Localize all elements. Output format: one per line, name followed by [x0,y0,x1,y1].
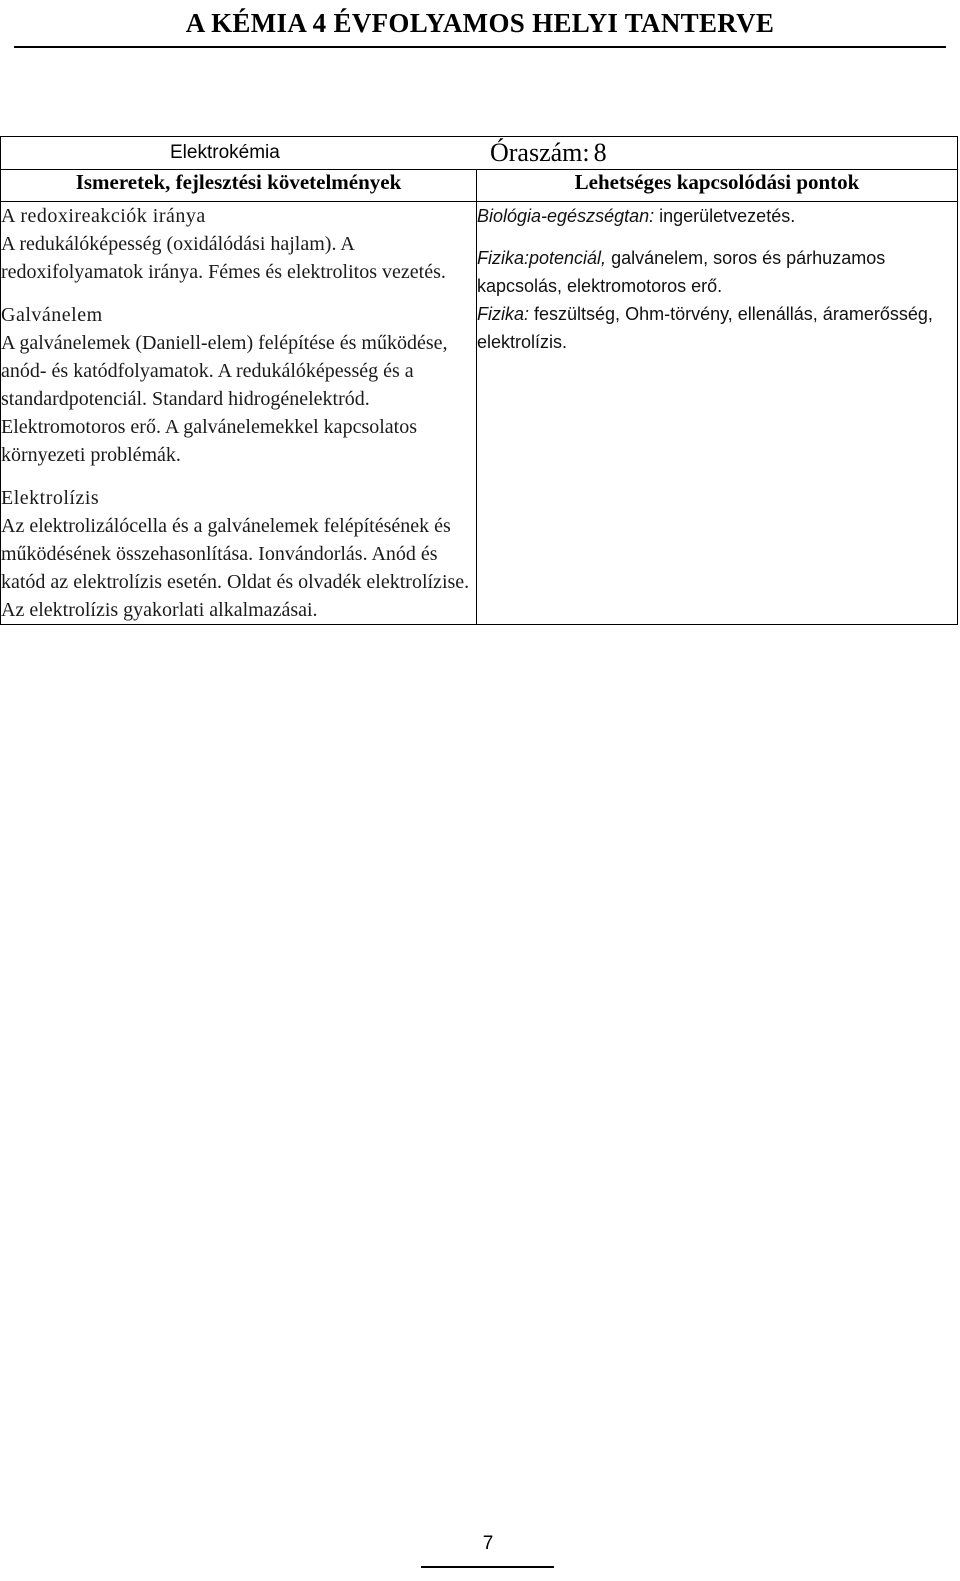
requirements-cell [1,202,477,625]
section-title-electrolysis: Elektrolízis [1,487,100,509]
header-row [1,170,958,202]
curriculum-table [0,136,958,625]
header-left: Ismeretek, fejlesztési követelmények [1,170,477,202]
hours-value: 8 [593,138,607,167]
connection-physics-1 [477,244,957,300]
header-right: Lehetséges kapcsolódási pontok [477,170,958,202]
document-title: A KÉMIA 4 ÉVFOLYAMOS HELYI TANTERVE [185,8,775,38]
content-row [1,202,958,625]
connection-biology [477,202,957,230]
section-title-galvanic: Galvánelem [1,304,103,326]
connection-biology-subject: Biológia-egészségtan: [477,206,655,226]
section-body-galvanic: A galvánelemek (Daniell-elem) felépítése és működése, anód- és katódfolyamatok. A redukálóképesség és a standardpotenciál. Standard hidrogénelektród. Elektromotoros erő. A galvánelemekkel kapcsolatos környezeti problémák. [1,332,448,466]
connections-cell [477,202,958,625]
connection-biology-text: ingerületvezetés. [654,206,796,226]
connection-physics-1-text: galvánelem, soros és párhuzamos kapcsolás, elektromotoros erő. [477,248,886,296]
connection-physics-2-text: feszültség, Ohm-törvény, ellenállás, áramerősség, elektrolízis. [477,304,933,352]
connection-physics-1-subject: Fizika:potenciál, [477,248,607,268]
hours [490,138,607,168]
hours-label: Óraszám: [490,138,590,167]
title-underline [14,46,946,48]
page-number: 7 [482,1533,494,1554]
section-title-redox: A redoxireakciók iránya [1,205,206,227]
topic-name: Elektrokémia [170,142,280,163]
connection-physics-2 [477,300,957,356]
connection-physics-2-subject: Fizika: [477,304,530,324]
topic-row [1,137,958,170]
section-body-redox: A redukálóképesség (oxidálódási hajlam). A redoxifolyamatok iránya. Fémes és elektrolitos vezetés. [1,233,446,283]
section-body-electrolysis: Az elektrolizálócella és a galvánelemek felépítésének és működésének összehasonlítása. Ionvándorlás. Anód és katód az elektrolízis esetén. Oldat és olvadék elektrolízise. Az elektrolízis gyakorlati alkalmazásai. [1,515,470,621]
topic-cell [1,137,958,170]
footer-rule [421,1566,554,1568]
